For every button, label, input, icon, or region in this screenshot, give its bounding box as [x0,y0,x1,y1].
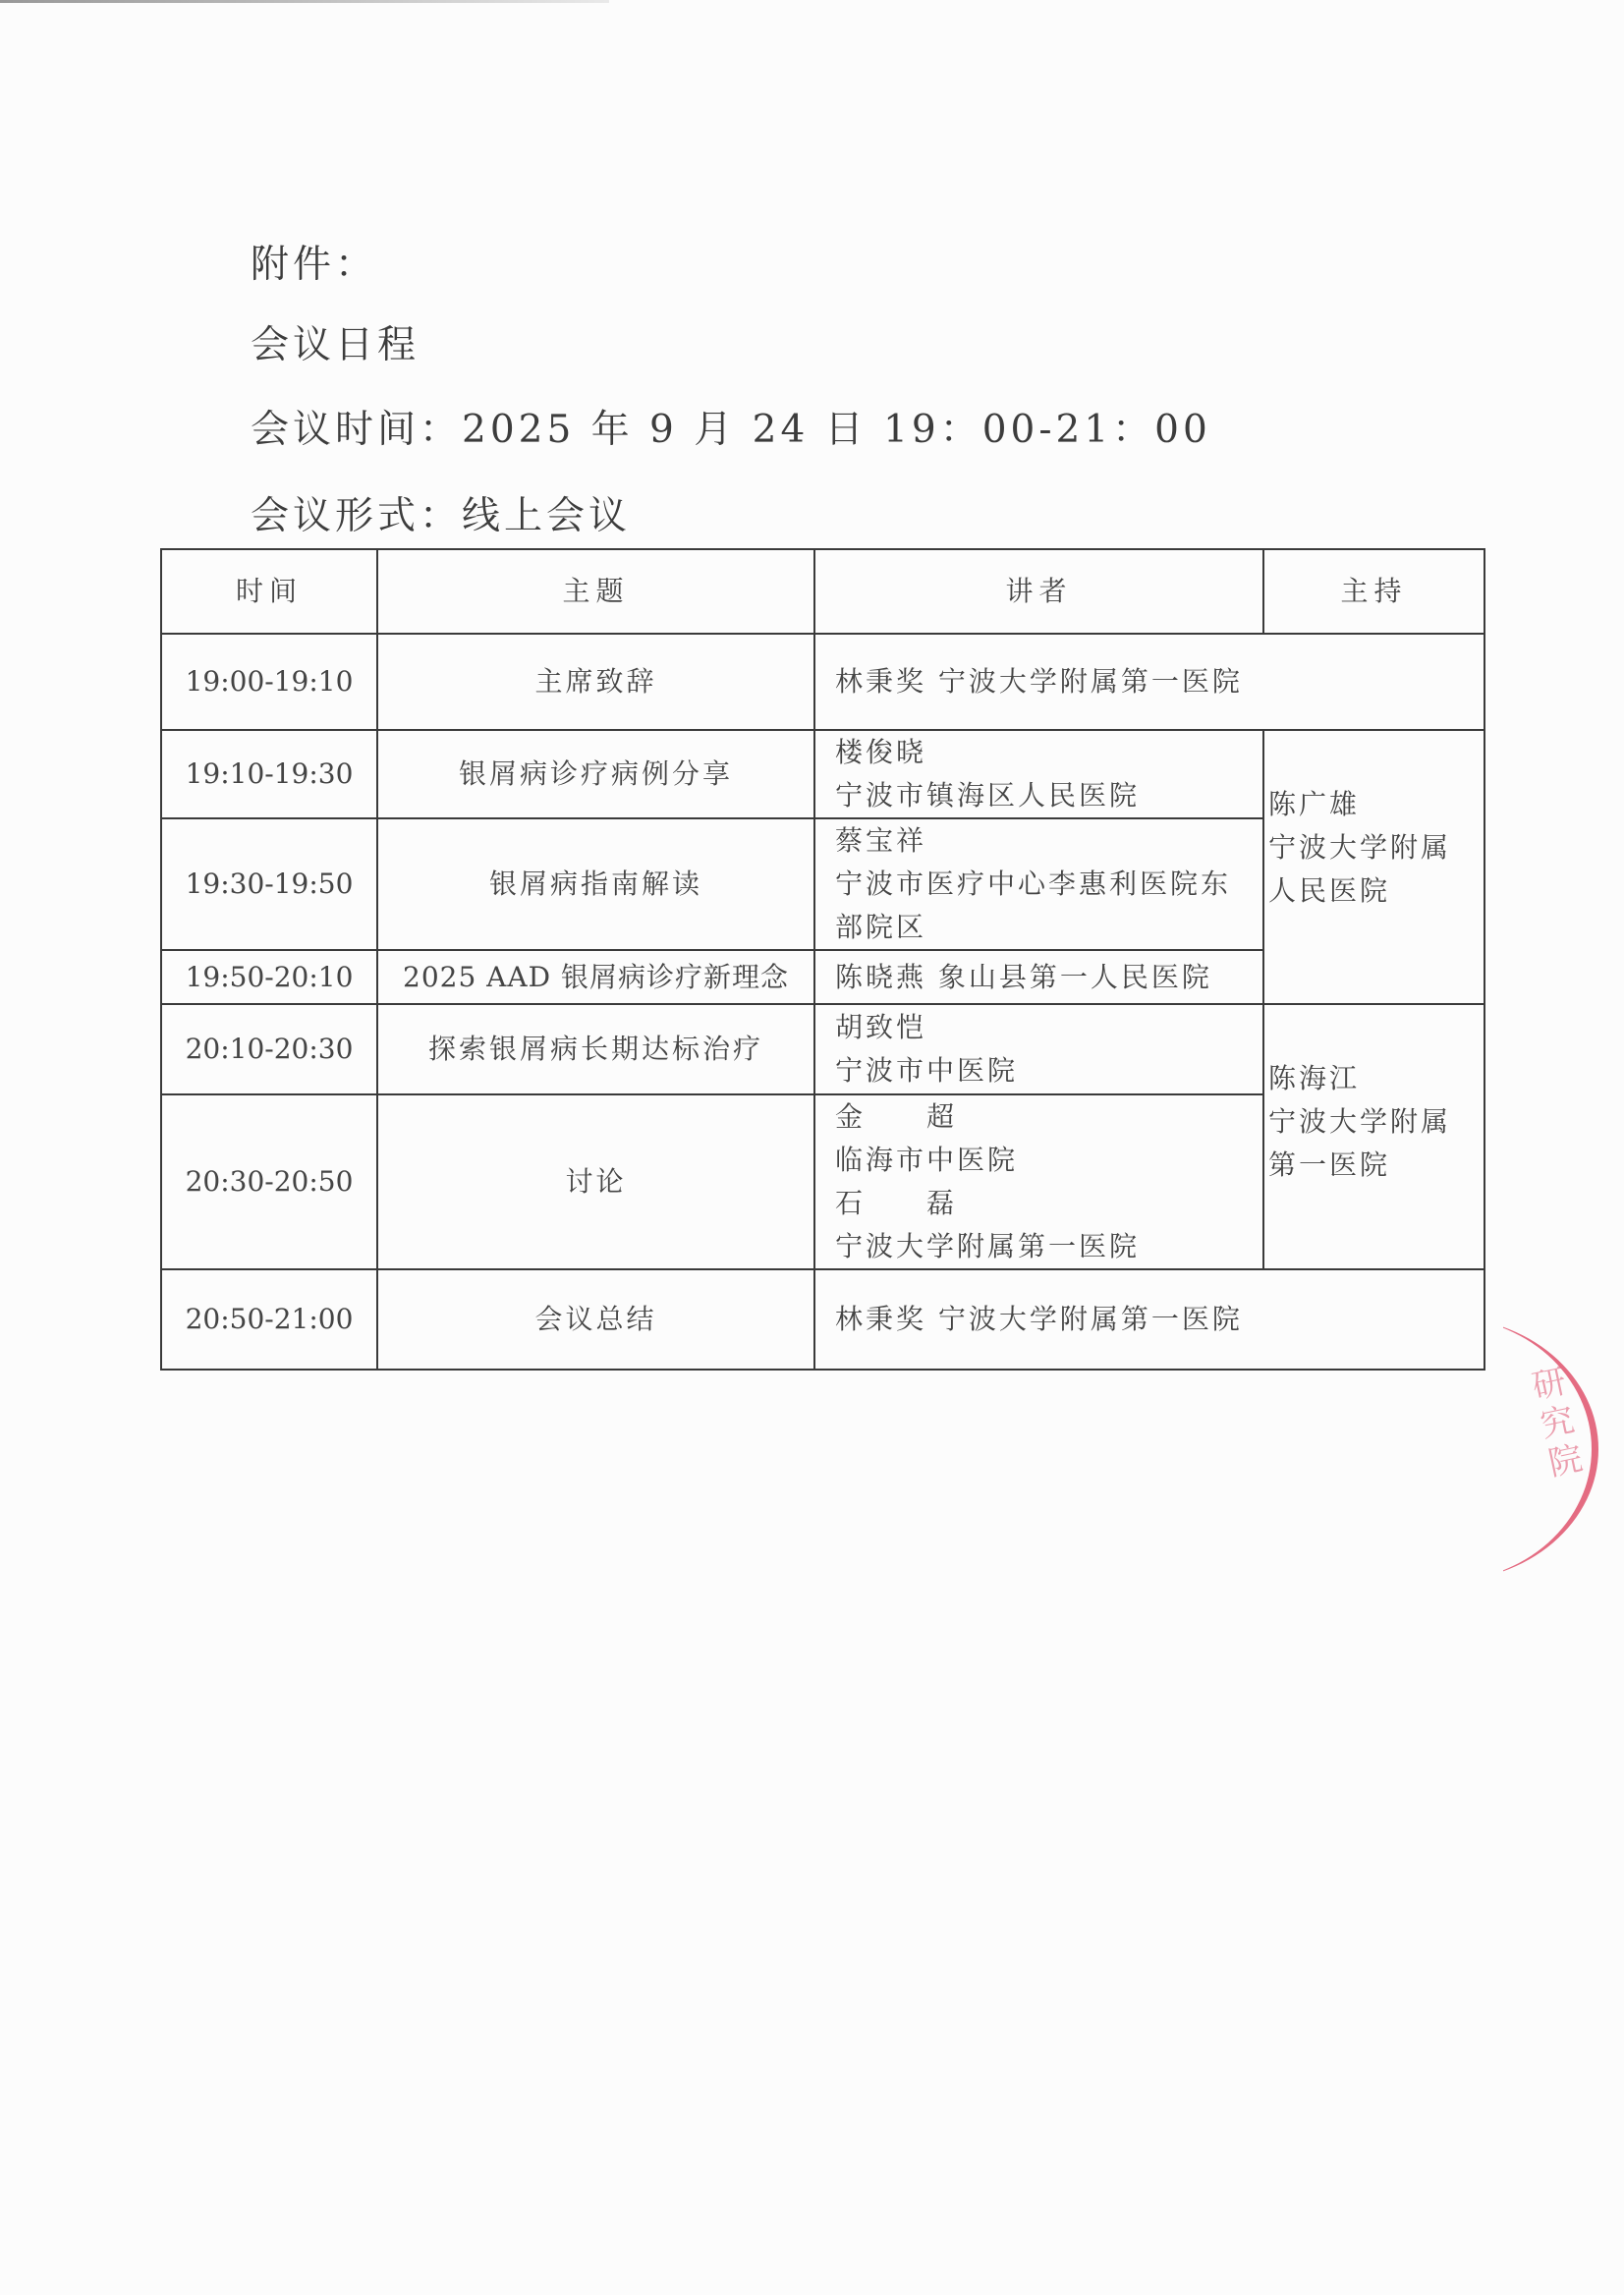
cell-topic: 主席致辞 [377,634,814,730]
cell-speaker [814,1269,1484,1370]
table-row [161,634,1484,730]
host-affiliation-line: 第一医院 [1268,1148,1391,1181]
host-name: 陈广雄 [1268,787,1361,820]
meeting-format: 会议形式：线上会议 [251,494,632,538]
speaker-affiliation: 宁波大学附属第一医院 [835,1230,1141,1262]
cell-topic: 讨论 [377,1094,814,1269]
cell-time: 19:10-19:30 [161,730,377,818]
cell-host [1263,1004,1484,1269]
cell-host [1263,730,1484,1004]
header-time: 时间 [161,549,377,634]
scan-edge-artifact [0,0,609,3]
header-host: 主持 [1263,549,1484,634]
table-row [161,1004,1484,1094]
speaker-affiliation: 部院区 [835,911,927,943]
cell-speaker [814,634,1484,730]
table-row [161,730,1484,818]
speaker-line: 林秉奖 宁波大学附属第一医院 [835,1303,1243,1335]
official-seal-stamp [1503,1316,1611,1582]
schedule-table [160,548,1485,1371]
host-affiliation-line: 宁波大学附属 [1268,830,1452,864]
host-name: 陈海江 [1268,1062,1361,1094]
cell-time: 20:10-20:30 [161,1004,377,1094]
speaker-affiliation: 宁波市中医院 [835,1054,1019,1087]
speaker-name: 楼俊晓 [835,736,927,768]
cell-time: 20:50-21:00 [161,1269,377,1370]
speaker-name: 胡致恺 [835,1011,927,1043]
speaker-affiliation: 临海市中医院 [835,1144,1019,1176]
speaker-line: 陈晓燕 象山县第一人民医院 [835,960,1212,993]
cell-topic: 会议总结 [377,1269,814,1370]
attachment-label: 附件： [251,243,378,287]
speaker-name: 蔡宝祥 [835,824,927,857]
cell-speaker [814,1094,1263,1269]
cell-speaker [814,1004,1263,1094]
header-speaker: 讲者 [814,549,1263,634]
cell-time: 20:30-20:50 [161,1094,377,1269]
cell-topic: 银屑病指南解读 [377,818,814,950]
table-row [161,1269,1484,1370]
cell-time: 19:00-19:10 [161,634,377,730]
cell-topic: 银屑病诊疗病例分享 [377,730,814,818]
speaker-affiliation: 宁波市镇海区人民医院 [835,779,1141,812]
header-topic: 主题 [377,549,814,634]
host-affiliation-line: 宁波大学附属 [1268,1105,1452,1138]
meeting-time: 会议时间：2025 年 9 月 24 日 19：00-21：00 [251,408,1211,452]
seal-text: 研究院 [1522,1363,1587,1486]
cell-time: 19:30-19:50 [161,818,377,950]
cell-speaker [814,950,1263,1004]
cell-topic: 探索银屑病长期达标治疗 [377,1004,814,1094]
document-title: 会议日程 [251,323,420,367]
speaker-line: 林秉奖 宁波大学附属第一医院 [835,665,1243,698]
speaker-name: 石 磊 [835,1187,958,1219]
table-header-row [161,549,1484,634]
cell-time: 19:50-20:10 [161,950,377,1004]
cell-speaker [814,730,1263,818]
speaker-affiliation: 宁波市医疗中心李惠利医院东 [835,868,1232,900]
speaker-name: 金 超 [835,1100,958,1133]
cell-speaker [814,818,1263,950]
cell-topic: 2025 AAD 银屑病诊疗新理念 [377,950,814,1004]
host-affiliation-line: 人民医院 [1268,873,1391,907]
